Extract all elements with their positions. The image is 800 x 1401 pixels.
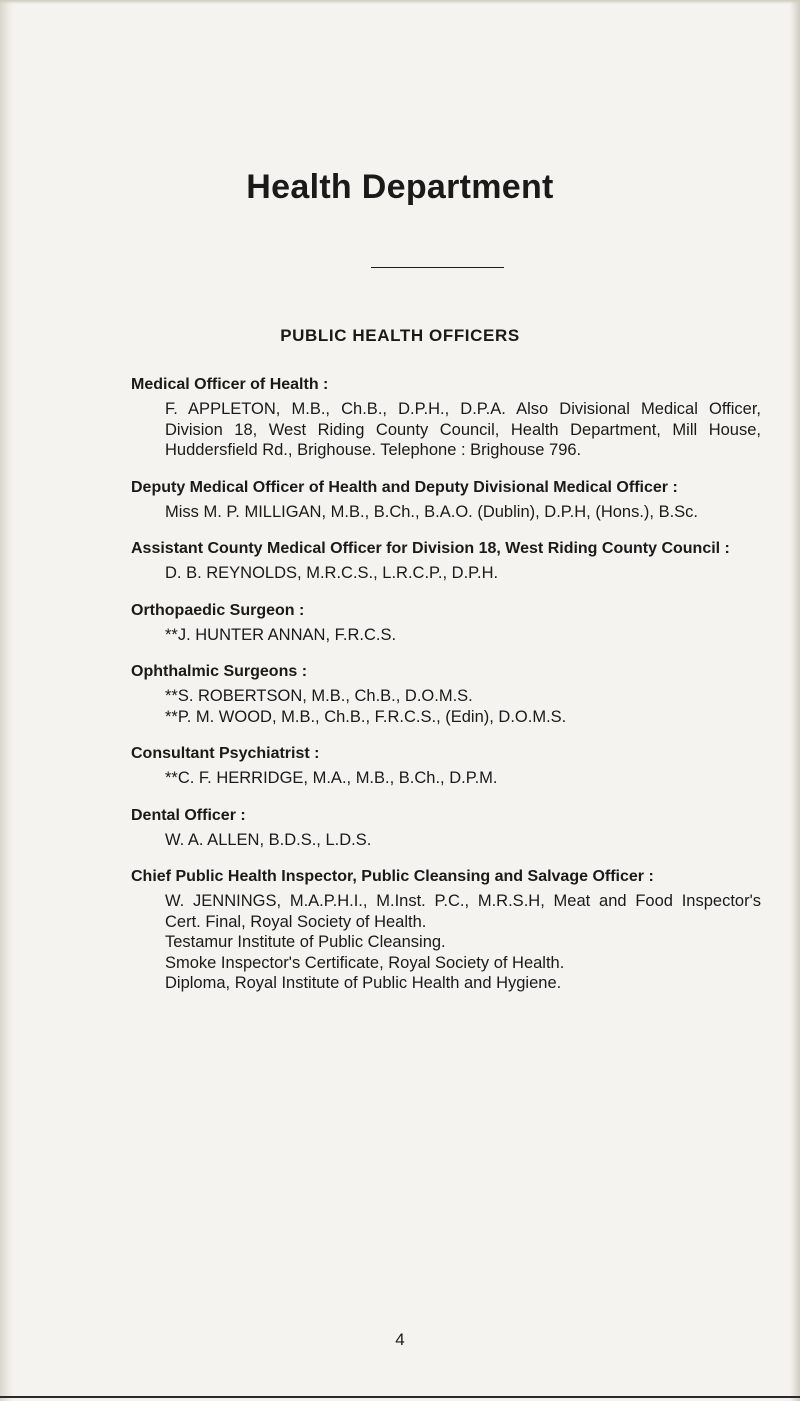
section-entry: Miss M. P. MILLIGAN, M.B., B.Ch., B.A.O. (Dublin), D.P.H, (Hons.), B.Sc. [165,502,699,521]
section-medical-officer [131,375,761,461]
page-edge-left [0,0,14,1401]
section-heading: Chief Public Health Inspector, Public Cleansing and Salvage Officer : [131,868,654,885]
page-title: Health Department [246,168,554,206]
section-dental-officer [131,806,761,851]
section-consultant-psychiatrist [131,744,761,789]
section-heading: Medical Officer of Health : [131,376,329,393]
title-divider [371,267,504,268]
section-assistant-county-medical-officer [131,539,761,584]
section-entry: Testamur Institute of Public Cleansing. [165,933,446,951]
section-entry: **P. M. WOOD, M.B., Ch.B., F.R.C.S., (Edin), D.O.M.S. [165,707,567,726]
page-number: 4 [395,1330,405,1349]
section-entry: W. JENNINGS, M.A.P.H.I., M.Inst. P.C., M.R.S.H, Meat and Food Inspector's Cert. Final, Royal Society of Health. [165,892,761,931]
section-entry: Diploma, Royal Institute of Public Health and Hygiene. [165,974,562,992]
section-entry: D. B. REYNOLDS, M.R.C.S., L.R.C.P., D.P.H. [165,564,499,582]
section-entry: **S. ROBERTSON, M.B., Ch.B., D.O.M.S. [165,687,473,705]
section-entry: W. A. ALLEN, B.D.S., L.D.S. [165,830,372,849]
page-subtitle: PUBLIC HEALTH OFFICERS [280,326,520,345]
section-heading: Dental Officer : [131,806,246,824]
section-entry: Smoke Inspector's Certificate, Royal Society of Health. [165,953,565,972]
page-bottom-edge [0,1396,800,1398]
section-heading: Deputy Medical Officer of Health and Deputy Divisional Medical Officer : [131,478,678,496]
section-heading: Consultant Psychiatrist : [131,745,320,762]
section-entry: **J. HUNTER ANNAN, F.R.C.S. [165,625,397,644]
section-entry: F. APPLETON, M.B., Ch.B., D.P.H., D.P.A. Also Divisional Medical Officer, Division 18, West Riding County Council, Health Department, Mill House, Huddersfield Rd., Brighouse. Telephone : Brighouse 796. [165,400,761,459]
section-chief-public-health-inspector [131,867,761,994]
section-orthopaedic-surgeon [131,601,761,646]
page-edge-right [790,0,800,1401]
section-heading: Orthopaedic Surgeon : [131,601,305,619]
page-top-edge [0,0,800,4]
section-heading: Ophthalmic Surgeons : [131,663,308,680]
officers-list [131,375,761,1011]
section-deputy-medical-officer [131,478,761,523]
section-ophthalmic-surgeons [131,662,761,727]
section-entry: **C. F. HERRIDGE, M.A., M.B., B.Ch., D.P.M. [165,769,498,787]
section-heading: Assistant County Medical Officer for Division 18, West Riding County Council : [131,540,730,557]
